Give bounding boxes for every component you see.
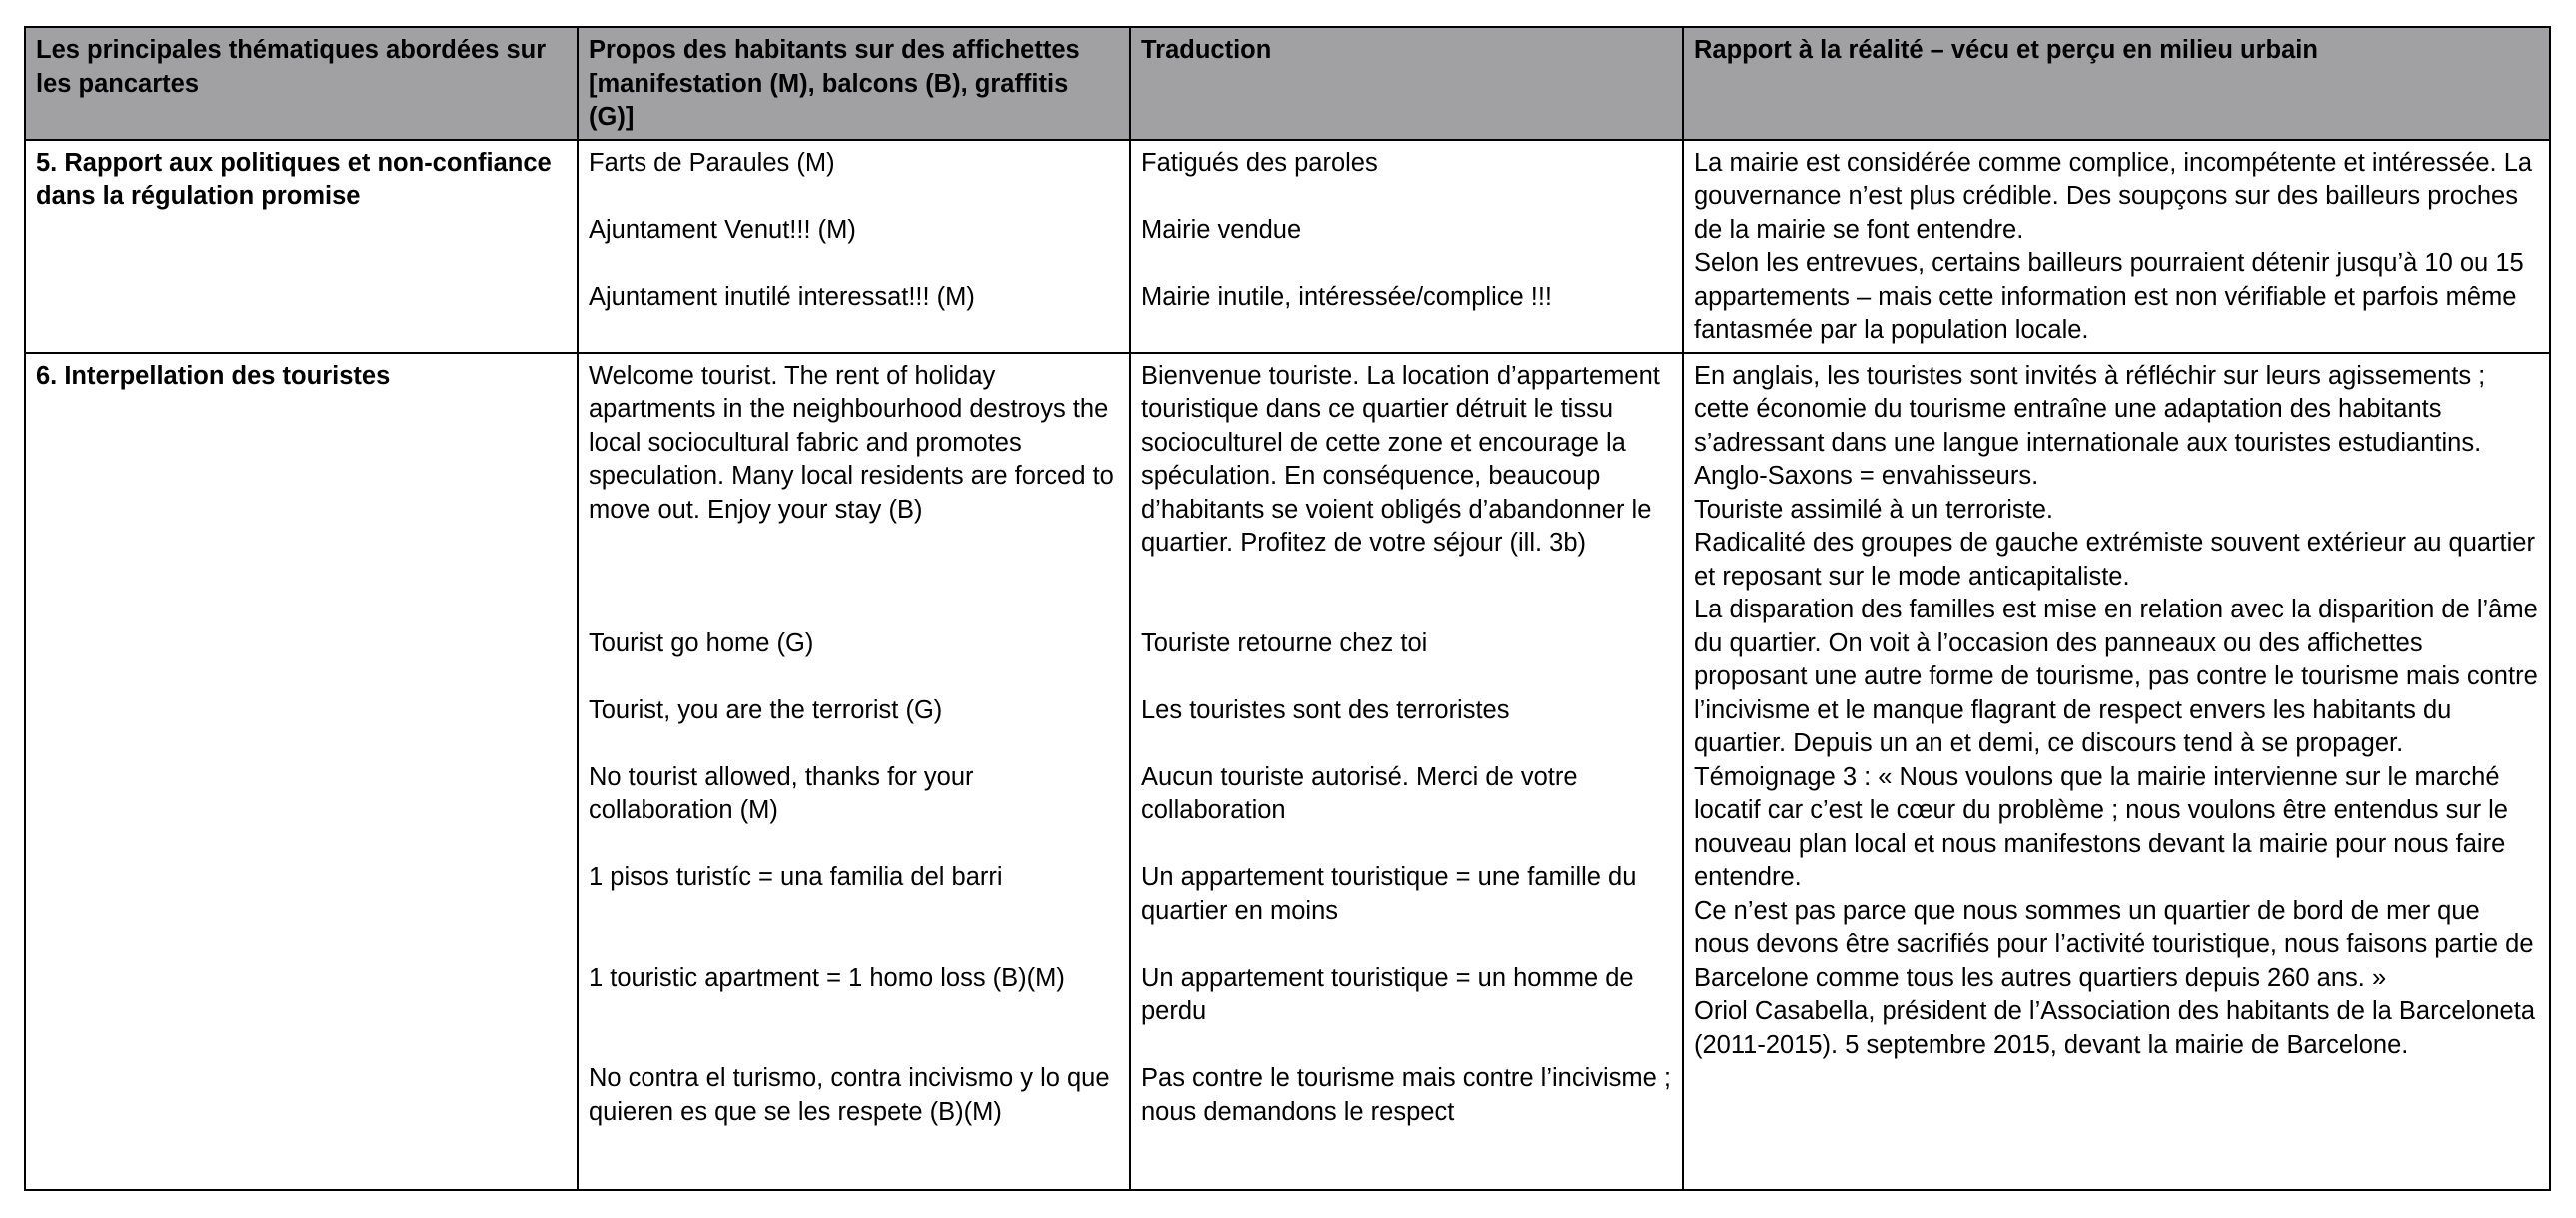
header-reality: Rapport à la réalité – vécu et perçu en milieu urbain [1683, 27, 2550, 140]
translation-cell [1130, 353, 1683, 1191]
quote-text: 1 pisos turistíc = una familia del barri [589, 863, 1003, 891]
testimony-attribution: Oriol Casabella, président de l’Association des habitants de la Barceloneta (2011-2015). 5 septembre 2015, devant la mairie de Barcelone. [1694, 997, 2535, 1059]
reality-text: La mairie est considérée comme complice, incompétente et intéressée. La gouvernance n’est plus crédible. Des soupçons sur des bailleurs proches de la mairie se font entendre. [1694, 148, 2533, 244]
table-row [25, 140, 2550, 353]
reality-text: La disparation des familles est mise en relation avec la disparition de l’âme du quartier. On voit à l’occasion des panneaux ou des affichettes proposant une autre forme de tourisme, pas contre le tourisme mais contre l’incivisme et le manque flagrant de respect envers les habitants du quartier. Depuis un an et demi, ce discours tend à se propager. [1694, 596, 2538, 757]
quotes-cell [578, 353, 1130, 1191]
translation-text: Fatigués des paroles [1141, 148, 1378, 177]
reality-text: Selon les entrevues, certains bailleurs pourraient détenir jusqu’à 10 ou 15 appartements – mais cette information est non vérifiable et parfois même fantasmée par la population locale. [1694, 249, 2524, 344]
quote-text: 1 touristic apartment = 1 homo loss (B)(M) [589, 963, 1065, 992]
translation-text: Un appartement touristique = un homme de perdu [1141, 963, 1634, 1025]
header-translation: Traduction [1130, 27, 1683, 140]
reality-text: Anglo-Saxons = envahisseurs. [1694, 462, 2039, 490]
translation-text: Aucun touriste autorisé. Merci de votre collaboration [1141, 762, 1578, 824]
theme-cell: 5. Rapport aux politiques et non-confiance dans la régulation promise [25, 140, 578, 353]
thematic-table [24, 26, 2551, 1191]
quotes-cell [578, 140, 1130, 353]
translation-text: Mairie vendue [1141, 215, 1302, 244]
quote-text: No tourist allowed, thanks for your collaboration (M) [589, 762, 974, 824]
translation-text: Mairie inutile, intéressée/complice !!! [1141, 282, 1553, 311]
table-row [25, 353, 2550, 1191]
reality-cell [1683, 353, 2550, 1191]
testimony-text: Témoignage 3 : « Nous voulons que la mairie intervienne sur le marché locatif car c’est le cœur du problème ; nous voulons être entendus sur le nouveau plan local et nous manifestons devant la mairie pour nous faire entendre. [1694, 762, 2508, 891]
table-header-row [25, 27, 2550, 140]
translation-text: Bienvenue touriste. La location d’appartement touristique dans ce quartier détruit le tissu socioculturel de cette zone et encourage la spéculation. En conséquence, beaucoup d’habitants se voient obligés d’abandonner le quartier. Profitez de votre séjour (ill. 3b) [1141, 361, 1660, 557]
reality-text: Radicalité des groupes de gauche extrémiste souvent extérieur au quartier et reposant sur le mode anticapitaliste. [1694, 529, 2535, 591]
quote-text: Ajuntament Venut!!! (M) [589, 215, 856, 244]
header-themes: Les principales thématiques abordées sur les pancartes [25, 27, 578, 140]
testimony-text: Ce n’est pas parce que nous sommes un quartier de bord de mer que nous devons être sacrifiés pour l’activité touristique, nous faisons partie de Barcelone comme tous les autres quartiers depuis 260 ans. » [1694, 896, 2534, 992]
translation-text: Un appartement touristique = une famille du quartier en moins [1141, 863, 1637, 925]
reality-text: Touriste assimilé à un terroriste. [1694, 495, 2053, 524]
translation-text: Les touristes sont des terroristes [1141, 695, 1510, 724]
quote-text: Tourist go home (G) [589, 628, 814, 657]
quote-text: Ajuntament inutilé interessat!!! (M) [589, 282, 975, 311]
quote-text: Farts de Paraules (M) [589, 148, 835, 177]
reality-cell [1683, 140, 2550, 353]
header-quotes: Propos des habitants sur des affichettes [manifestation (M), balcons (B), graffitis (G)] [578, 27, 1130, 140]
quote-text: Tourist, you are the terrorist (G) [589, 695, 943, 724]
quote-text: No contra el turismo, contra incivismo y lo que quieren es que se les respete (B)(M) [589, 1064, 1110, 1126]
theme-cell: 6. Interpellation des touristes [25, 353, 578, 1191]
translation-text: Touriste retourne chez toi [1141, 628, 1428, 657]
translation-cell [1130, 140, 1683, 353]
quote-text: Welcome tourist. The rent of holiday apartments in the neighbourhood destroys the local sociocultural fabric and promotes speculation. Many local residents are forced to move out. Enjoy your stay (B) [589, 361, 1114, 524]
reality-text: En anglais, les touristes sont invités à réfléchir sur leurs agissements ; cette économie du tourisme entraîne une adaptation des habitants s’adressant dans une langue internationale aux touristes estudiantins. [1694, 361, 2486, 457]
translation-text: Pas contre le tourisme mais contre l’incivisme ; nous demandons le respect [1141, 1064, 1672, 1126]
